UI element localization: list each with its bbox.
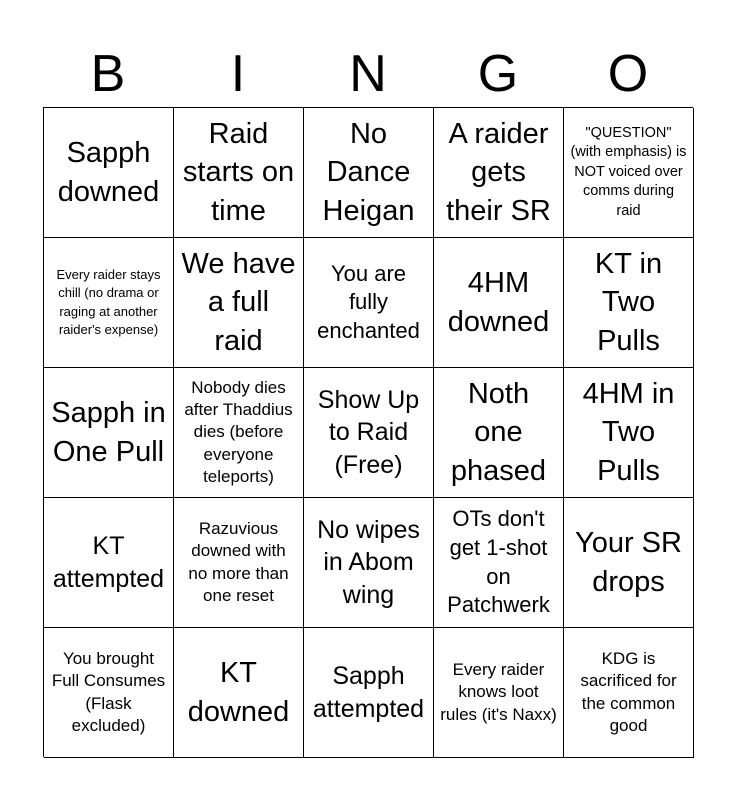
cell-label: Sapph in One Pull: [51, 397, 166, 468]
cell-label: KT attempted: [52, 532, 165, 593]
bingo-cell[interactable]: [434, 498, 564, 628]
cell-label: We have a full raid: [181, 248, 296, 357]
cell-label: Your SR drops: [575, 527, 682, 598]
header-letter-n: N: [349, 45, 387, 103]
bingo-cell[interactable]: [304, 108, 434, 238]
cell-label: 4HM downed: [447, 267, 550, 338]
cell-label: No Dance Heigan: [322, 118, 415, 227]
cell-label: Show Up to Raid (Free): [317, 385, 420, 479]
header-letter-g: G: [477, 45, 519, 103]
bingo-cell[interactable]: [564, 628, 694, 758]
cell-label: Every raider stays chill (no drama or raging at another raider's expense): [56, 267, 161, 337]
bingo-cell[interactable]: [44, 628, 174, 758]
bingo-board: [43, 107, 693, 757]
bingo-cell[interactable]: [434, 368, 564, 498]
header-letter-o: O: [607, 45, 649, 103]
bingo-cell[interactable]: [434, 238, 564, 368]
cell-label: Every raider knows loot rules (it's Naxx): [440, 660, 557, 724]
bingo-cell[interactable]: [564, 498, 694, 628]
cell-label: Nobody dies after Thaddius dies (before everyone teleports): [184, 378, 293, 486]
bingo-cell[interactable]: [564, 238, 694, 368]
bingo-cell[interactable]: [304, 628, 434, 758]
bingo-cell[interactable]: [174, 108, 304, 238]
bingo-cell[interactable]: [434, 628, 564, 758]
cell-label: KT downed: [187, 657, 290, 728]
bingo-cell[interactable]: [304, 498, 434, 628]
bingo-cell[interactable]: [174, 498, 304, 628]
bingo-cell[interactable]: [564, 108, 694, 238]
bingo-cell[interactable]: [564, 368, 694, 498]
cell-label: 4HM in Two Pulls: [582, 378, 675, 487]
cell-label: Sapph attempted: [312, 662, 425, 723]
bingo-cell[interactable]: [174, 238, 304, 368]
cell-label: KDG is sacrificed for the common good: [580, 649, 677, 735]
bingo-header: [43, 40, 693, 108]
cell-label: You brought Full Consumes (Flask excluded): [51, 649, 166, 735]
bingo-cell[interactable]: [304, 238, 434, 368]
bingo-cell[interactable]: [44, 108, 174, 238]
bingo-cell[interactable]: [44, 498, 174, 628]
bingo-cell[interactable]: [434, 108, 564, 238]
bingo-cell[interactable]: [304, 368, 434, 498]
bingo-cell[interactable]: [44, 238, 174, 368]
cell-label: Noth one phased: [450, 378, 547, 487]
cell-label: Sapph downed: [57, 137, 160, 208]
cell-label: Raid starts on time: [182, 118, 295, 227]
cell-label: "QUESTION" (with emphasis) is NOT voiced over comms during raid: [570, 124, 687, 219]
bingo-cell[interactable]: [174, 628, 304, 758]
cell-label: No wipes in Abom wing: [317, 515, 420, 609]
header-letter-i: I: [230, 45, 246, 103]
bingo-cell[interactable]: [174, 368, 304, 498]
header-letter-b: B: [90, 45, 126, 103]
bingo-cell[interactable]: [44, 368, 174, 498]
cell-label: KT in Two Pulls: [594, 248, 663, 357]
cell-label: OTs don't get 1-shot on Patchwerk: [447, 506, 550, 618]
cell-label: A raider gets their SR: [446, 118, 551, 227]
cell-label: Razuvious downed with no more than one reset: [188, 519, 289, 605]
cell-label: You are fully enchanted: [317, 260, 420, 343]
